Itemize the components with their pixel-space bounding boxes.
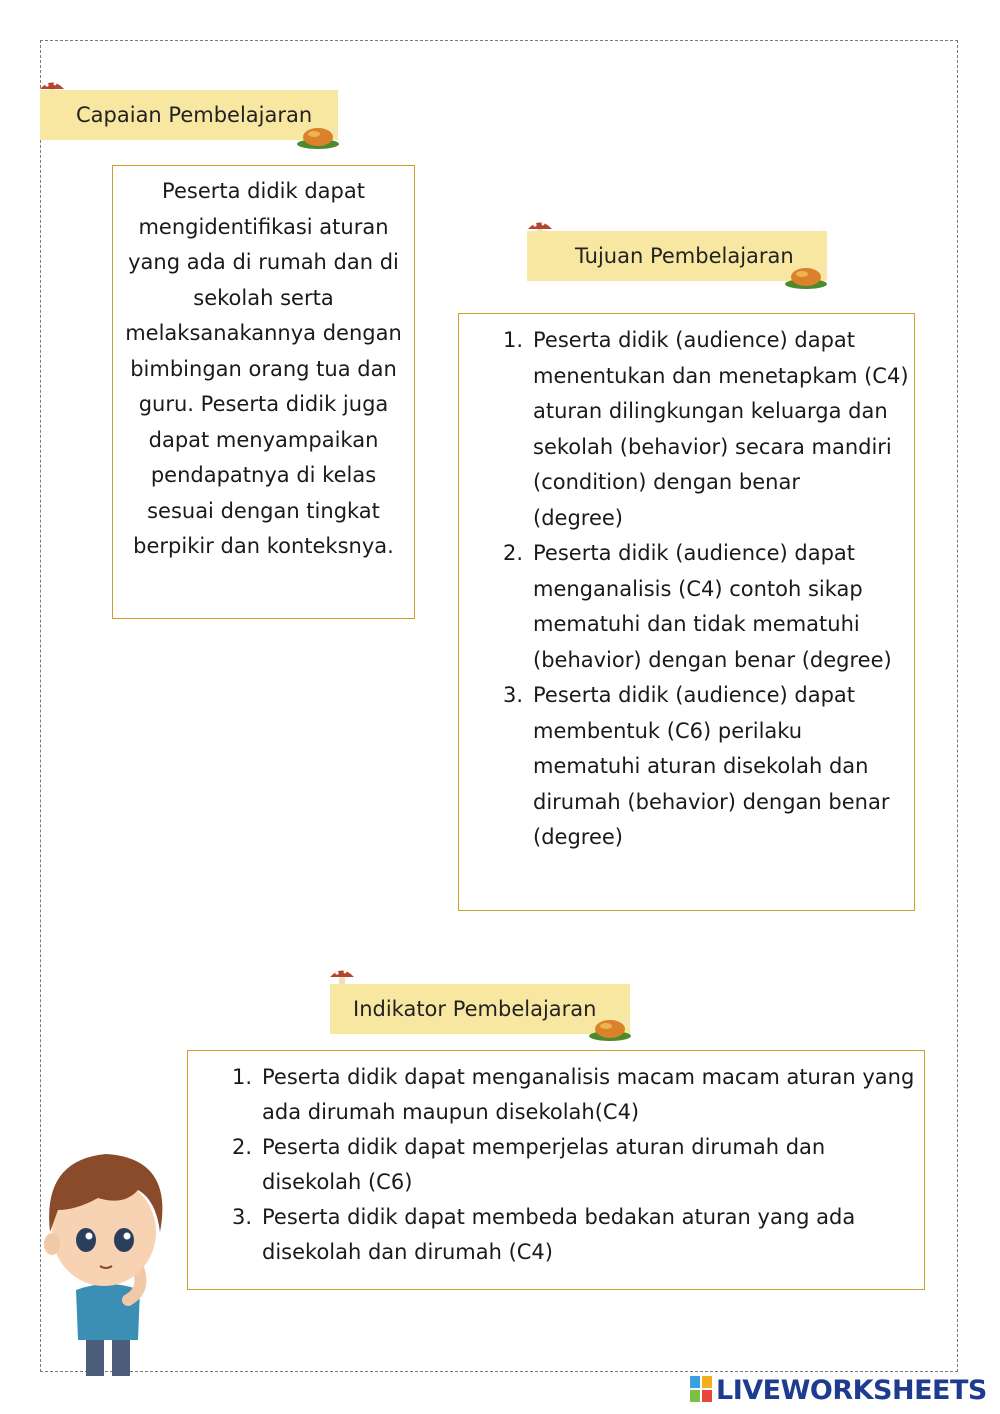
tujuan-item-line: (behavior) dengan benar (degree) — [533, 647, 892, 672]
capaian-title: Capaian Pembelajaran — [76, 103, 313, 127]
tujuan-item-line: (condition) dengan benar — [533, 470, 800, 494]
tujuan-item-line: membentuk (C6) perilaku — [533, 718, 803, 743]
tujuan-item — [503, 678, 914, 856]
tujuan-item-line: menganalisis (C4) contoh sikap — [533, 576, 863, 601]
indikator-item-line: disekolah (C6) — [262, 1170, 413, 1194]
tujuan-item-line: (degree) — [533, 505, 623, 530]
brand-logo — [690, 1372, 987, 1408]
tujuan-item-line: Peserta didik (audience) dapat — [533, 683, 856, 707]
capaian-line: berpikir dan konteksnya. — [133, 534, 394, 558]
tujuan-item-line: (degree) — [533, 825, 623, 849]
tujuan-item-line: aturan dilingkungan keluarga dan — [533, 399, 888, 423]
tujuan-item-line: dirumah (behavior) dengan benar — [533, 789, 890, 814]
tujuan-header — [527, 231, 827, 281]
tujuan-item-number: 2. — [503, 541, 524, 565]
indikator-item-number: 3. — [232, 1205, 253, 1229]
brand-name: LIVEWORKSHEETS — [716, 1374, 987, 1406]
tujuan-item — [503, 323, 914, 536]
tujuan-item-number: 3. — [503, 683, 524, 707]
indikator-item-line: disekolah dan dirumah (C4) — [262, 1240, 553, 1264]
tujuan-item-line: Peserta didik (audience) dapat — [533, 328, 856, 352]
indikator-item-number: 2. — [232, 1135, 253, 1159]
capaian-line: pendapatnya di kelas — [150, 463, 377, 487]
indikator-item-line: Peserta didik dapat memperjelas aturan dirumah dan — [262, 1135, 826, 1159]
indikator-item — [232, 1200, 924, 1270]
indikator-title: Indikator Pembelajaran — [353, 997, 597, 1021]
tujuan-item-line: sekolah (behavior) secara mandiri — [533, 434, 892, 459]
capaian-paragraph — [113, 166, 414, 565]
indikator-item — [232, 1130, 924, 1200]
tujuan-item-number: 1. — [503, 328, 524, 352]
indikator-item-line: Peserta didik dapat menganalisis macam macam aturan yang — [262, 1065, 915, 1089]
capaian-line: guru. Peserta didik juga — [138, 392, 389, 416]
tujuan-box — [458, 313, 915, 911]
tujuan-item — [503, 536, 914, 678]
indikator-item-number: 1. — [232, 1065, 253, 1089]
tujuan-list — [459, 314, 914, 856]
tujuan-item-line: Peserta didik (audience) dapat — [533, 541, 856, 565]
capaian-line: mengidentifikasi aturan — [138, 214, 389, 239]
indikator-header — [330, 984, 630, 1034]
tujuan-item-line: mematuhi aturan disekolah dan — [533, 754, 869, 778]
tujuan-title: Tujuan Pembelajaran — [575, 244, 794, 268]
indikator-list — [188, 1051, 924, 1270]
capaian-header — [40, 90, 338, 140]
capaian-line: sekolah serta — [193, 285, 334, 310]
capaian-line: dapat menyampaikan — [148, 427, 379, 452]
capaian-line: Peserta didik dapat — [162, 179, 365, 203]
indikator-item — [232, 1060, 924, 1130]
capaian-line: melaksanakannya dengan — [125, 321, 402, 345]
tujuan-item-line: menentukan dan menetapkam (C4) — [533, 363, 909, 388]
indikator-item-line: ada dirumah maupun disekolah(C4) — [262, 1100, 640, 1124]
thinking-boy-illustration — [28, 1140, 188, 1380]
capaian-line: sesuai dengan tingkat — [147, 498, 380, 523]
capaian-line: bimbingan orang tua dan — [130, 356, 397, 381]
indikator-item-line: Peserta didik dapat membeda bedakan aturan yang ada — [262, 1205, 856, 1229]
capaian-box — [112, 165, 415, 619]
capaian-line: yang ada di rumah dan di — [128, 250, 399, 274]
brand-logo-icon — [690, 1376, 712, 1404]
indikator-box — [187, 1050, 925, 1290]
tujuan-item-line: mematuhi dan tidak mematuhi — [533, 612, 860, 636]
